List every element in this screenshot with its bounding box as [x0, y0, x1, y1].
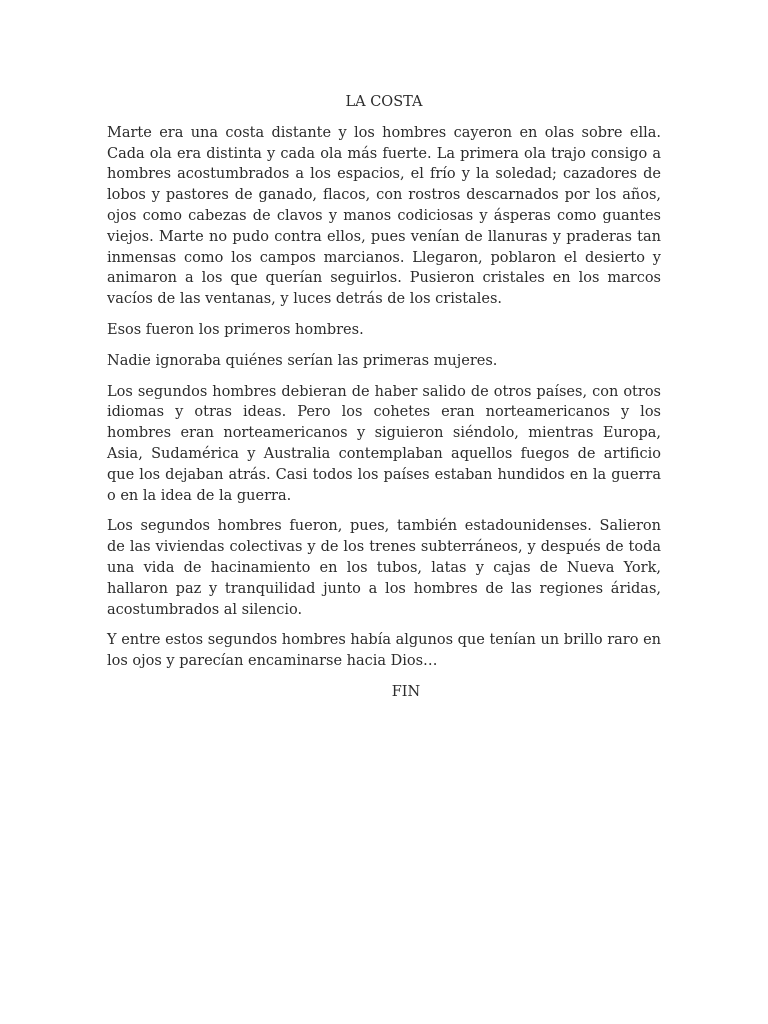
paragraph-6: Y entre estos segundos hombres había algunos que tenían un brillo raro en los ojos y parecían encaminarse hacia Dios… — [107, 632, 661, 670]
paragraph-3: Nadie ignoraba quiénes serían las primeras mujeres. — [107, 352, 498, 369]
paragraph-4: Los segundos hombres debieran de haber salido de otros países, con otros idiomas y otras ideas. Pero los cohetes eran norteamericanos y los hombres eran norteamericanos y siguieron siéndolo, mientras Europa, Asia, Sudamérica y Australia contemplaban aquellos fuegos de artificio que los dejaban atrás. Casi todos los países estaban hundidos en la guerra o en la idea de la guerra. — [107, 383, 661, 504]
paragraph-1: Marte era una costa distante y los hombres cayeron en olas sobre ella. Cada ola era distinta y cada ola más fuerte. La primera ola trajo consigo a hombres acostumbrados a los espacios, el frío y la soledad; cazadores de lobos y pastores de ganado, flacos, con rostros descarnados por los años, ojos como cabezas de clavos y manos codiciosas y ásperas como guantes viejos. Marte no pudo contra ellos, pues venían de llanuras y praderas tan inmensas como los campos marcianos. Llegaron, poblaron el desierto y animaron a los que querían seguirlos. Pusieron cristales en los marcos vacíos de las ventanas, y luces detrás de los cristales. — [107, 124, 661, 308]
document-title: LA COSTA — [345, 94, 423, 110]
end-mark: FIN — [391, 683, 421, 700]
document-page — [107, 92, 661, 703]
paragraph-5: Los segundos hombres fueron, pues, también estadounidenses. Salieron de las viviendas colectivas y de los trenes subterráneos, y después de toda una vida de hacinamiento en los tubos, latas y cajas de Nueva York, hallaron paz y tranquilidad junto a los hombres de las regiones áridas, acostumbrados al silencio. — [107, 518, 661, 618]
paragraph-2: Esos fueron los primeros hombres. — [107, 321, 364, 338]
